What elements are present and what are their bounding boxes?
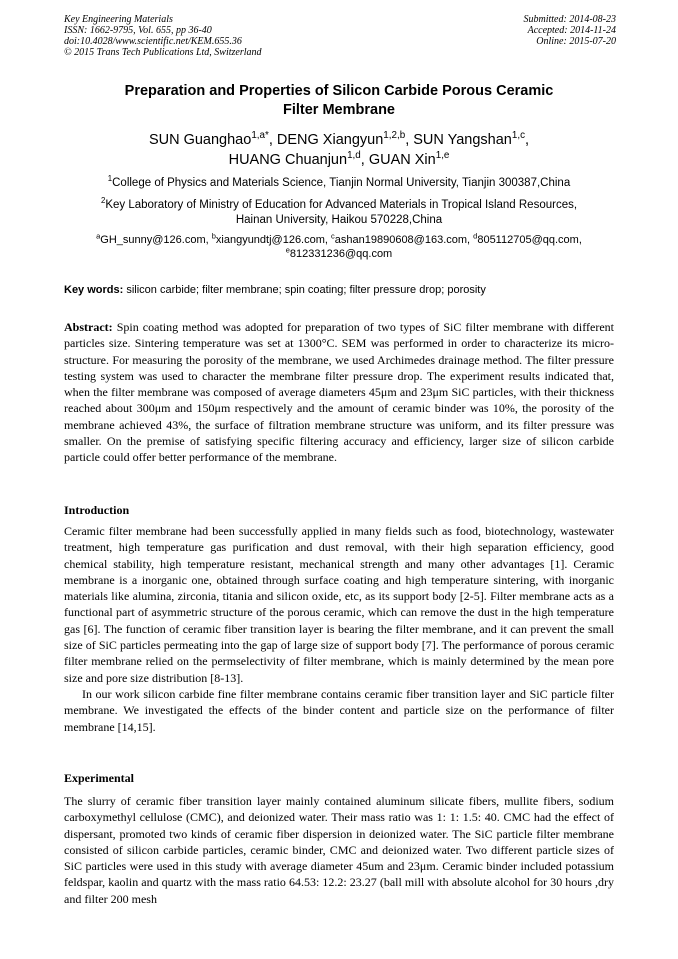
email-sup: a	[96, 231, 101, 241]
journal-name: Key Engineering Materials	[64, 14, 173, 25]
journal-copyright: © 2015 Trans Tech Publications Ltd, Switzerland	[64, 47, 262, 58]
author-sep: ,	[360, 152, 369, 168]
authors-line-1	[64, 130, 614, 150]
online-date: Online: 2015-07-20	[536, 36, 616, 47]
journal-issn: ISSN: 1662-9795, Vol. 655, pp 36-40	[64, 25, 212, 36]
publication-dates	[524, 14, 617, 47]
title-line-1: Preparation and Properties of Silicon Carbide Porous Ceramic	[124, 83, 554, 99]
affiliation-1-sup: 1	[107, 174, 113, 184]
email-sup: b	[211, 231, 216, 241]
email-sup: c	[331, 231, 335, 241]
author-sep: ,	[405, 132, 414, 148]
email-address[interactable]: 812331236@qq.com	[289, 248, 393, 260]
introduction-heading: Introduction	[64, 503, 130, 517]
paper-title	[64, 82, 614, 120]
submitted-date: Submitted: 2014-08-23	[523, 14, 616, 25]
affiliation-1	[64, 176, 614, 191]
email-address[interactable]: 805112705@qq.com	[477, 234, 579, 246]
affiliation-2-line-1	[64, 198, 614, 213]
abstract-text: Spin coating method was adopted for preparation of two types of SiC filter membrane with different particles size. Sintering temperature was set at 1300°C. SEM was performed in order to characterize its micro-structure. For measuring the porosity of the membrane, we used Archimedes drainage method. The filter pressure testing system was used to character the membrane filter pressure drop. The experiment results indicated that, when the filter membrane was composed of average diameters 45μm and 23μm SiC particles, with their thickness reached about 300μm and 150μm respectively and the amount of ceramic binder was 10%, the porosity of the membrane achieved 43%, the surface of filtration membrane structure was uniform, and its filter pressure was smaller. On the premise of satisfying specific filtering accuracy and efficiency, larger size of silicon carbide particle could offer better performance of the membrane.	[64, 320, 614, 465]
affiliation-2	[64, 198, 614, 228]
email-address[interactable]: xiangyundtj@126.com	[215, 234, 325, 246]
introduction-paragraph-2: In our work silicon carbide fine filter membrane contains ceramic fiber transition layer and SiC particle filter membrane. We investigated the effects of the binder content and particle size on the performance of filter membrane [14,15].	[64, 686, 614, 734]
author-list	[64, 130, 614, 170]
author-name: GUAN Xin	[368, 152, 436, 168]
keywords-text: silicon carbide; filter membrane; spin coating; filter pressure drop; porosity	[123, 284, 486, 296]
affiliation-2-sup: 2	[100, 196, 106, 206]
affiliation-1-text: College of Physics and Materials Science, Tianjin Normal University, Tianjin 300387,China	[112, 177, 571, 189]
author-name: SUN Yangshan	[413, 132, 512, 148]
email-sup: d	[473, 231, 478, 241]
keywords-label: Key words:	[64, 284, 124, 296]
experimental-heading: Experimental	[64, 771, 134, 785]
affiliation-2-line-2: Hainan University, Haikou 570228,China	[235, 214, 443, 226]
author-sup: 1,c	[511, 130, 526, 142]
email-sup: e	[285, 245, 290, 255]
email-list	[64, 233, 614, 261]
author-sup: 1,e	[435, 150, 450, 162]
title-line-2: Filter Membrane	[283, 102, 395, 118]
experimental-body	[64, 793, 614, 907]
introduction-paragraph-1: Ceramic filter membrane had been successfully applied in many fields such as food, biotechnology, wastewater treatment, high temperature gas purification and dust removal, with their high separation efficiency, good chemical stability, high temperature resistant, mechanical strength and many other advantages [1]. Ceramic membrane is a inorganic one, obtained through surface coating and high temperature sintering, with inorganic materials like alumina, zirconia, titania and silicon oxide, etc, as its support body [2-5]. Filter membrane acts as a functional part of asymmetric structure of the porous ceramic, which can remove the dust in the high temperature gas [6]. The function of ceramic fiber transition layer is bearing the filter membrane, and it can prevent the small size of SiC particles permeating into the gap of large size of support body [7]. The performance of porous ceramic filter membrane relied on the permselectivity of filter membrane, which is mainly determined by the mean pore size and pore size distribution [8-13].	[64, 524, 614, 685]
email-line-2	[64, 247, 614, 261]
author-sup: 1,2,b	[383, 130, 406, 142]
email-line-1: $^a$GH_sunny@126.com, $^b$xiangyundtj@126.com, $^c$ashan19890608@163.com, $^d$805112705@qq.com,	[96, 231, 582, 246]
author-sup: 1,a*	[251, 130, 269, 142]
authors-line-2	[64, 150, 614, 170]
experimental-paragraph-1: The slurry of ceramic fiber transition layer mainly contained aluminum silicate fibers, mullite fibers, sodium carboxymethyl cellulose (CMC), and deionized water. Their mass ratio was 1: 1: 1.5: 40. CMC had the effect of dispersant, promoted two kinds of ceramic fiber dispersion in deionized water. The SiC particle filter membrane consisted of silicon carbide particles, ceramic binder, CMC and deionized water. Two different particle sizes of SiC particles were used in this study with average diameter 45um and 23μm. Ceramic binder included potassium feldspar, kaolin and quartz with the mass ratio 64.53: 12.2: 23.27 (ball mill with absolute alcohol for 30 hours ,dry and filter 200 mesh	[64, 794, 614, 906]
email-address[interactable]: ashan19890608@163.com	[334, 234, 468, 246]
author-sep: ,	[525, 132, 530, 148]
keywords	[64, 283, 616, 297]
abstract-label: Abstract:	[64, 320, 113, 334]
introduction-body	[64, 523, 614, 735]
author-name: DENG Xiangyun	[276, 132, 384, 148]
journal-info	[64, 14, 262, 58]
email-address[interactable]: GH_sunny@126.com	[100, 234, 206, 246]
author-sup: 1,d	[347, 150, 361, 162]
author-sep: ,	[268, 132, 277, 148]
author-name: SUN Guanghao	[148, 132, 252, 148]
author-name: HUANG Chuanjun	[228, 152, 348, 168]
journal-doi: doi:10.4028/www.scientific.net/KEM.655.36	[64, 36, 242, 47]
affiliation-2-text: Key Laboratory of Ministry of Education for Advanced Materials in Tropical Island Resources,	[105, 199, 578, 211]
abstract	[64, 319, 614, 466]
accepted-date: Accepted: 2014-11-24	[527, 25, 616, 36]
